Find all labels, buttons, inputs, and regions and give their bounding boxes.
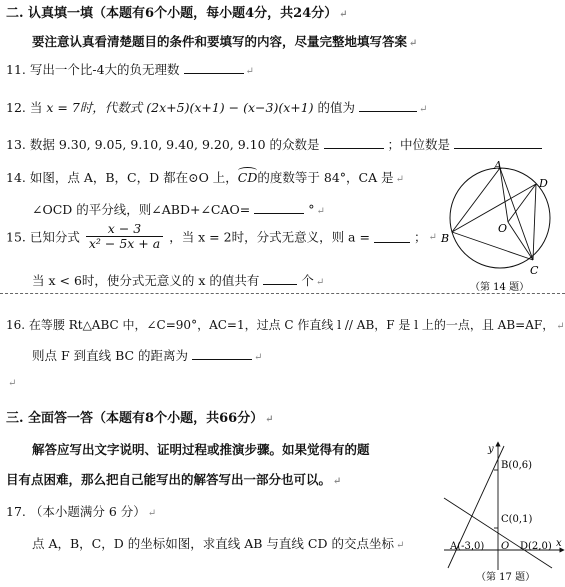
answer-blank[interactable] <box>254 201 304 214</box>
label-c: C(0,1) <box>501 514 533 525</box>
label-y: y <box>488 444 494 455</box>
section-3-instruction-line-1: 解答应写出文字说明、证明过程或推演步骤。如果觉得有的题 <box>32 442 370 457</box>
figure-14-caption: （第 14 题） <box>470 282 530 293</box>
section-2-instruction: 要注意认真看清楚题目的条件和要填写的内容，尽量完整地填写答案 ↵ <box>32 34 418 49</box>
label-b: B(0,6) <box>501 460 533 471</box>
figure-17 <box>440 440 565 585</box>
question-16-line-1: 16. 在等腰 Rt△ABC 中，∠C=90°，AC=1，过点 C 作直线 l // AB，F 是 l 上的一点，且 AB=AF， ↵ <box>6 318 565 332</box>
segment-bd <box>452 184 536 232</box>
question-17-head: 17. （本小题满分 6 分） ↵ <box>6 504 157 519</box>
segment-ab <box>452 168 500 232</box>
question-12: 12. 当 x = 7时，代数式 (2x+5)(x+1) − (x−3)(x+1) 的值为 ↵ <box>6 100 428 115</box>
label-o: O <box>501 541 510 552</box>
answer-blank[interactable] <box>374 230 410 243</box>
median-answer-blank[interactable] <box>454 136 542 149</box>
answer-blank[interactable] <box>184 61 244 74</box>
question-15-line-2: 当 x < 6时，使分式无意义的 x 的值共有 个 ↵ <box>32 273 325 288</box>
answer-blank[interactable] <box>192 347 252 360</box>
segment-ac <box>500 168 533 260</box>
arc-cd: CD <box>238 170 258 185</box>
section-3-instruction-line-2: 目有点困难，那么把自己能写出的解答写出一部分也可以。 ↵ <box>6 472 342 487</box>
segment-oc <box>508 222 533 260</box>
label-d: D <box>539 177 548 190</box>
segment-dc <box>533 184 536 260</box>
label-o: O <box>498 222 508 235</box>
question-16-line-2: 则点 F 到直线 BC 的距离为 ↵ <box>32 348 263 363</box>
section-2-title: 二. 认真填一填（本题有6个小题，每小题4分，共24分） ↵ <box>6 6 348 21</box>
label-d: D(2,0) <box>520 541 552 552</box>
fraction: $\frac{x - 3}{\text{x² − 5x + a}}$ <box>86 222 163 251</box>
mode-answer-blank[interactable] <box>324 136 384 149</box>
question-14-line-2: ∠OCD 的平分线，则∠ABD+∠CAO= ° ↵ <box>32 202 325 217</box>
segment-bc <box>452 232 533 260</box>
label-a: A <box>494 160 502 172</box>
label-b: B <box>441 232 450 245</box>
question-17-body: 点 A，B，C，D 的坐标如图，求直线 AB 与直线 CD 的交点坐标 ↵ <box>32 536 405 551</box>
label-c: C <box>530 264 539 277</box>
answer-blank[interactable] <box>359 99 417 112</box>
question-13: 13. 数据 9.30, 9.05, 9.10, 9.40, 9.20, 9.10 的众数是 ；中位数是 <box>6 135 542 153</box>
page-break <box>0 293 565 294</box>
label-x: x <box>556 538 562 549</box>
segment-ao <box>500 168 508 222</box>
empty-paragraph: ↵ <box>8 378 17 389</box>
label-a: A(-3,0) <box>450 541 485 552</box>
answer-blank[interactable] <box>263 272 297 285</box>
question-14-line-1: 14. 如图，点 A，B，C，D 都在⊙O 上， CD的度数等于 84°，CA 是 ↵ <box>6 168 404 186</box>
section-3-title: 三. 全面答一答（本题有8个小题，共66分） ↵ <box>6 411 274 426</box>
figure-14 <box>438 160 563 295</box>
question-11: 11. 写出一个比-4大的负无理数 ↵ <box>6 62 254 77</box>
figure-17-caption: （第 17 题） <box>476 572 536 583</box>
question-15-line-1: 15. 已知分式 $\frac{x - 3}{\text{x² − 5x + a}}$ ，当 x = 2时，分式无意义，则 a = ； ↵ <box>6 221 437 251</box>
